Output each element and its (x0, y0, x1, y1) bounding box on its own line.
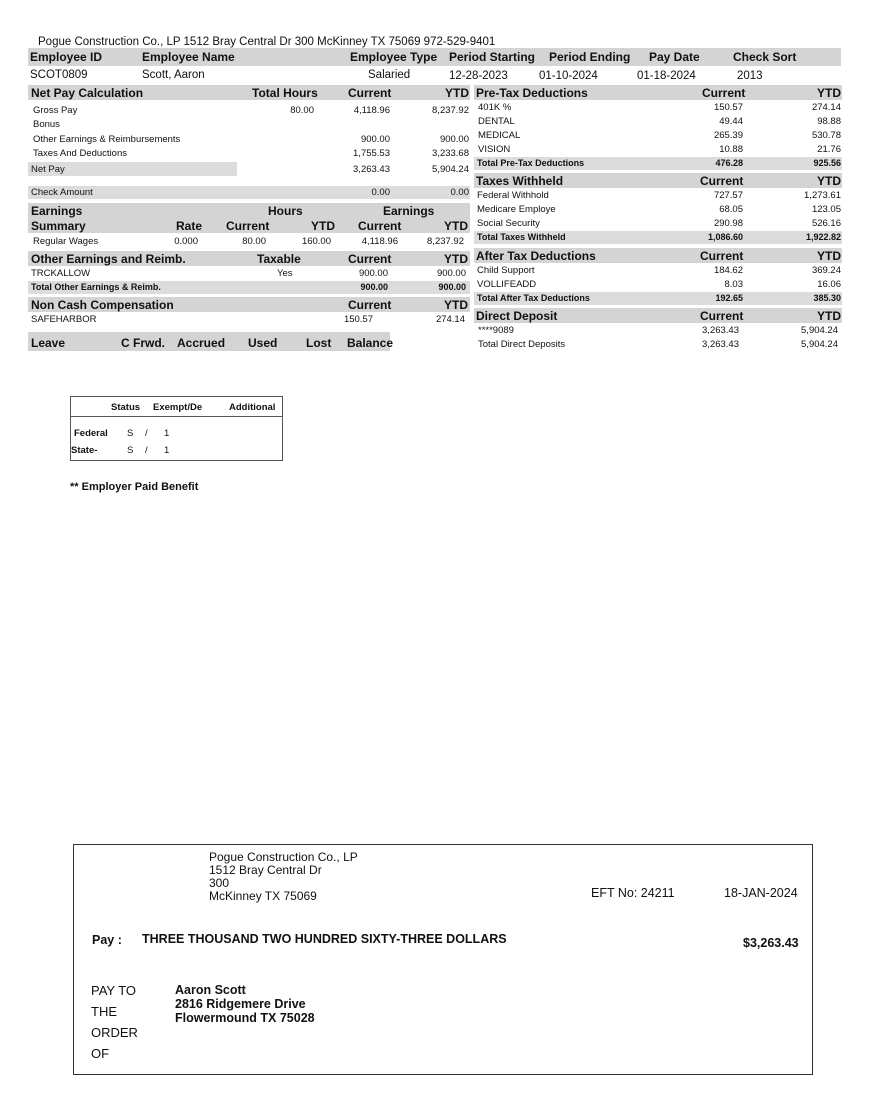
pretax-current-header: Current (702, 86, 746, 100)
withholding-row-label: Federal (74, 428, 108, 439)
earnings-current-header: Current (358, 219, 402, 233)
earnings-hours-header: Hours (268, 204, 303, 218)
aftertax-row-current: 8.03 (724, 279, 743, 290)
taxes-row-label: Federal Withhold (477, 190, 549, 201)
direct-deposit-total-label: Total Direct Deposits (478, 339, 566, 350)
check-company-street: 1512 Bray Central Dr (209, 863, 322, 877)
direct-deposit-total-ytd: 5,904.24 (801, 339, 838, 350)
taxes-row-ytd: 526.16 (811, 218, 841, 229)
leave-used-header: Used (248, 336, 278, 350)
value-employee-type: Salaried (368, 69, 411, 81)
net-pay-row-ytd: 8,237.92 (432, 105, 469, 116)
leave-lost-header: Lost (306, 336, 332, 350)
check-payto-line: THE (91, 1004, 117, 1019)
pretax-row-ytd: 21.76 (817, 144, 841, 155)
check-payto-line: ORDER (91, 1025, 138, 1040)
pretax-row-label: 401K % (478, 102, 512, 113)
earnings-ytd-header: YTD (444, 219, 468, 233)
non-cash-row-ytd: 274.14 (435, 314, 465, 325)
value-period-starting: 12-28-2023 (449, 70, 508, 82)
taxes-current-header: Current (700, 174, 744, 188)
earnings-summary-title: Summary (31, 219, 86, 233)
earnings-row-current: 4,118.96 (361, 236, 398, 247)
check-payee-street: 2816 Ridgemere Drive (175, 997, 306, 1011)
label-pay-date: Pay Date (649, 50, 700, 64)
earnings-hours-current-header: Current (226, 219, 270, 233)
taxes-row-ytd: 123.05 (811, 204, 841, 215)
pretax-row-current: 10.88 (719, 144, 743, 155)
net-pay-hours-header: Total Hours (252, 86, 318, 100)
check-eft-number: EFT No: 24211 (591, 886, 675, 900)
net-pay-row-label: Gross Pay (33, 105, 78, 116)
taxes-row-label: Social Security (477, 218, 540, 229)
direct-deposit-row-ytd: 5,904.24 (801, 325, 838, 336)
pretax-row-label: MEDICAL (478, 130, 521, 141)
earnings-row-hours-current: 80.00 (242, 236, 266, 247)
withholding-status-header: Status (111, 402, 141, 413)
pretax-row-ytd: 98.88 (817, 116, 841, 127)
non-cash-row-label: SAFEHARBOR (31, 314, 97, 325)
label-employee-name: Employee Name (142, 50, 235, 64)
label-employee-type: Employee Type (350, 50, 438, 64)
other-earnings-row-label: TRCKALLOW (31, 268, 91, 279)
non-cash-current-header: Current (348, 298, 392, 312)
direct-deposit-row-account: ****9089 (478, 325, 514, 336)
aftertax-total-label: Total After Tax Deductions (477, 293, 590, 303)
earnings-row-hours-ytd: 160.00 (301, 236, 331, 247)
net-pay-row-current: 4,118.96 (353, 105, 390, 116)
aftertax-row-label: Child Support (477, 265, 535, 276)
other-earnings-total-current: 900.00 (360, 282, 388, 292)
pretax-total-current: 476.28 (715, 158, 743, 168)
aftertax-total-current: 192.65 (715, 293, 743, 303)
withholding-status-box (70, 396, 283, 461)
leave-balance-header: Balance (347, 336, 394, 350)
pretax-row-current: 150.57 (713, 102, 743, 113)
taxes-row-current: 290.98 (713, 218, 743, 229)
taxes-total-current: 1,086.60 (707, 232, 743, 242)
withholding-row-label: State- (71, 445, 98, 456)
taxes-row-ytd: 1,273.61 (804, 190, 841, 201)
check-company-suite: 300 (209, 876, 230, 890)
other-earnings-ytd-header: YTD (444, 252, 468, 266)
taxes-title: Taxes Withheld (476, 174, 564, 188)
earnings-row-rate: 0.000 (174, 236, 198, 247)
aftertax-row-ytd: 16.06 (817, 279, 841, 290)
leave-cfrwd-header: C Frwd. (121, 336, 165, 350)
check-stub (73, 844, 813, 1075)
net-pay-row-current: 1,755.53 (353, 148, 390, 159)
check-payto-line: PAY TO (91, 983, 137, 998)
pretax-ytd-header: YTD (817, 86, 841, 100)
withholding-row-exempt: 1 (164, 428, 170, 439)
earnings-hours-ytd-header: YTD (311, 219, 335, 233)
net-pay-row-label: Taxes And Deductions (33, 148, 128, 159)
net-pay-row-label: Bonus (33, 119, 60, 130)
non-cash-title: Non Cash Compensation (31, 298, 174, 312)
direct-deposit-current-header: Current (700, 309, 744, 323)
employer-paid-note: ** Employer Paid Benefit (70, 481, 199, 493)
taxes-row-label: Medicare Employe (477, 204, 556, 215)
taxes-ytd-header: YTD (817, 174, 841, 188)
check-amount-ytd: 0.00 (450, 187, 469, 198)
leave-header: Leave (31, 336, 66, 350)
net-pay-row-hours: 80.00 (290, 105, 314, 116)
other-earnings-row-taxable: Yes (277, 268, 293, 279)
check-amount-bar (28, 186, 470, 199)
net-pay-row-ytd: 3,233.68 (432, 148, 469, 159)
earnings-row-ytd: 8,237.92 (427, 236, 464, 247)
withholding-exempt-header: Exempt/De (153, 402, 203, 413)
check-pay-label: Pay : (92, 933, 122, 947)
withholding-row-separator: / (145, 445, 148, 456)
label-check-sort: Check Sort (733, 50, 797, 64)
taxes-row-current: 727.57 (713, 190, 743, 201)
net-pay-row-ytd: 900.00 (439, 134, 469, 145)
direct-deposit-total-current: 3,263.43 (702, 339, 739, 350)
earnings-rate-header: Rate (176, 219, 203, 233)
leave-accrued-header: Accrued (177, 336, 226, 350)
pretax-total-label: Total Pre-Tax Deductions (477, 158, 585, 168)
check-payee-city: Flowermound TX 75028 (175, 1011, 315, 1025)
net-pay-row-label: Other Earnings & Reimbursements (33, 134, 181, 145)
check-amount-words: THREE THOUSAND TWO HUNDRED SIXTY-THREE DOLLARS (142, 932, 507, 946)
other-earnings-title: Other Earnings and Reimb. (31, 252, 186, 266)
net-pay-row-ytd: 5,904.24 (432, 164, 469, 175)
net-pay-title: Net Pay Calculation (31, 86, 144, 100)
pretax-row-current: 49.44 (719, 116, 743, 127)
aftertax-row-ytd: 369.24 (811, 265, 841, 276)
pretax-row-current: 265.39 (713, 130, 743, 141)
aftertax-title: After Tax Deductions (476, 249, 596, 263)
net-pay-row-label: Net Pay (31, 164, 65, 175)
value-employee-name: Scott, Aaron (142, 69, 205, 81)
label-period-ending: Period Ending (549, 50, 631, 64)
pretax-row-ytd: 274.14 (811, 102, 841, 113)
check-payee-name: Aaron Scott (175, 983, 246, 997)
non-cash-row-current: 150.57 (343, 314, 373, 325)
withholding-row-status: S (127, 428, 134, 439)
earnings-row-label: Regular Wages (33, 236, 99, 247)
withholding-additional-header: Additional (229, 402, 276, 413)
check-payto-line: OF (91, 1046, 110, 1061)
check-company-city: McKinney TX 75069 (209, 889, 317, 903)
other-earnings-row-ytd: 900.00 (436, 268, 466, 279)
aftertax-row-label: VOLLIFEADD (477, 279, 537, 290)
net-pay-row-current: 900.00 (360, 134, 390, 145)
taxes-total-label: Total Taxes Withheld (477, 232, 566, 242)
direct-deposit-title: Direct Deposit (476, 309, 558, 323)
pretax-row-ytd: 530.78 (811, 130, 841, 141)
direct-deposit-ytd-header: YTD (817, 309, 841, 323)
label-employee-id: Employee ID (30, 50, 103, 64)
check-amount: $3,263.43 (743, 936, 799, 950)
withholding-row-separator: / (145, 428, 148, 439)
withholding-row-exempt: 1 (164, 445, 170, 456)
value-period-ending: 01-10-2024 (539, 70, 598, 82)
earnings-title: Earnings (31, 204, 83, 218)
taxes-total-ytd: 1,922.82 (805, 232, 841, 242)
pretax-title: Pre-Tax Deductions (476, 86, 588, 100)
net-pay-ytd-header: YTD (445, 86, 469, 100)
company-address-line: Pogue Construction Co., LP 1512 Bray Central Dr 300 McKinney TX 75069 972-529-9401 (38, 36, 496, 48)
check-amount-current: 0.00 (371, 187, 390, 198)
value-employee-id: SCOT0809 (30, 69, 88, 81)
value-pay-date: 01-18-2024 (637, 70, 696, 82)
aftertax-current-header: Current (700, 249, 744, 263)
other-earnings-taxable-header: Taxable (257, 252, 301, 266)
withholding-divider (71, 416, 282, 417)
taxes-row-current: 68.05 (719, 204, 743, 215)
net-pay-row-current: 3,263.43 (353, 164, 390, 175)
other-earnings-row-current: 900.00 (358, 268, 388, 279)
label-period-starting: Period Starting (449, 50, 536, 64)
aftertax-row-current: 184.62 (713, 265, 743, 276)
aftertax-total-ytd: 385.30 (813, 293, 841, 303)
net-pay-current-header: Current (348, 86, 392, 100)
pretax-row-label: DENTAL (478, 116, 515, 127)
check-amount-label: Check Amount (31, 187, 93, 198)
value-check-sort: 2013 (737, 70, 763, 82)
pretax-total-ytd: 925.56 (813, 158, 841, 168)
direct-deposit-row-current: 3,263.43 (702, 325, 739, 336)
check-date: 18-JAN-2024 (724, 886, 798, 900)
other-earnings-total-ytd: 900.00 (438, 282, 466, 292)
non-cash-ytd-header: YTD (444, 298, 468, 312)
check-company-name: Pogue Construction Co., LP (209, 850, 358, 864)
withholding-row-status: S (127, 445, 134, 456)
other-earnings-total-label: Total Other Earnings & Reimb. (31, 282, 161, 292)
other-earnings-current-header: Current (348, 252, 392, 266)
earnings-earnings-header: Earnings (383, 204, 435, 218)
pretax-row-label: VISION (478, 144, 511, 155)
aftertax-ytd-header: YTD (817, 249, 841, 263)
